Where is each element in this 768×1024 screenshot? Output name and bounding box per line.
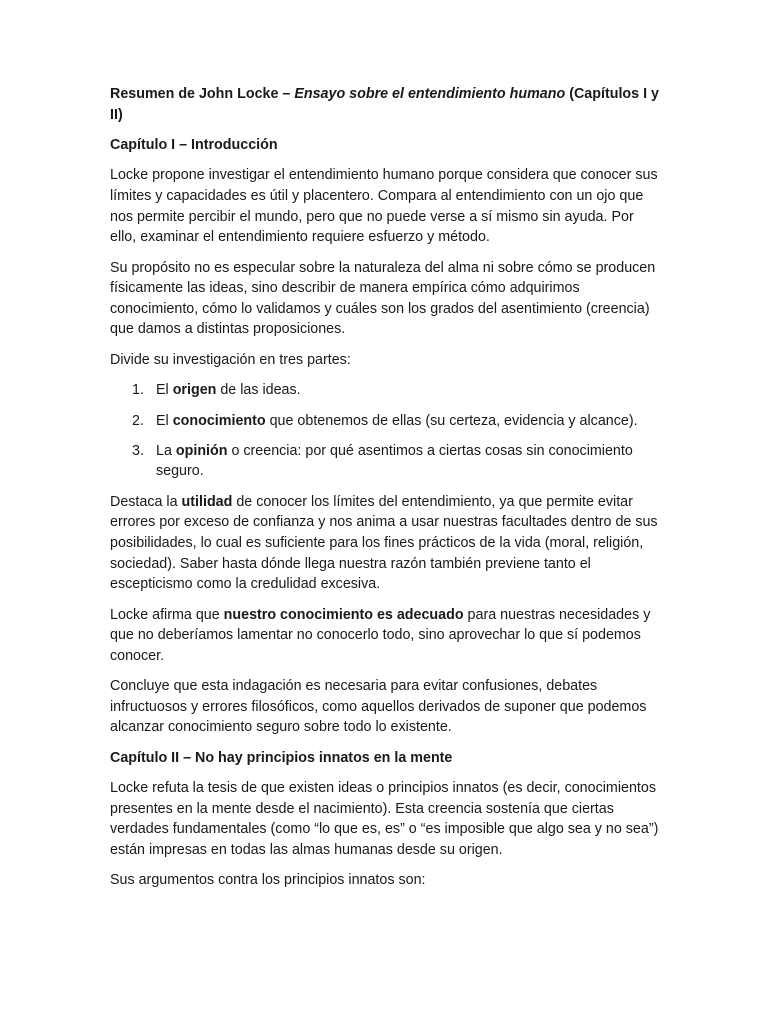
paragraph-bold-term: utilidad: [181, 493, 233, 510]
list-number: 2.: [132, 412, 144, 429]
list-item: [110, 380, 662, 401]
chapter1-paragraph-6: Concluye que esta indagación es necesaria para evitar confusiones, debates infructuosos y errores filosóficos, como aquellos derivados de suponer que podemos alcanzar conocimiento seguro sobre todo lo existente.: [110, 678, 647, 736]
paragraph-text: Destaca la: [110, 493, 182, 510]
list-text: El: [156, 412, 173, 429]
paragraph-text: para nuestras necesidades y que no deberíamos lamentar no conocerlo todo, sino aprovechar lo que sí podemos conocer.: [110, 606, 651, 664]
chapter1-paragraph-4: [110, 492, 662, 595]
list-item: [110, 441, 662, 482]
title-prefix: Resumen de John Locke –: [110, 86, 295, 102]
investigation-parts-list: [110, 380, 662, 482]
document-title: [110, 84, 662, 125]
list-text: que obtenemos de ellas (su certeza, evidencia y alcance).: [265, 412, 638, 429]
list-text: El: [156, 382, 173, 399]
list-bold-term: origen: [172, 382, 217, 399]
paragraph-text: de conocer los límites del entendimiento, ya que permite evitar errores por exceso de confianza y nos anima a usar nuestras facultades dentro de sus posibilidades, lo cual es suficiente para los fines prácticos de la vida (moral, religión, sociedad). Saber hasta dónde llega nuestra razón también previene tanto el escepticismo como la credulidad excesiva.: [110, 493, 658, 593]
chapter1-paragraph-3: Divide su investigación en tres partes:: [110, 351, 351, 368]
list-text: La: [156, 442, 176, 459]
chapter1-paragraph-2: Su propósito no es especular sobre la naturaleza del alma ni sobre cómo se producen físicamente las ideas, sino describir de manera empírica cómo adquirimos conocimiento, cómo lo validamos y cuáles son los grados del asentimiento (creencia) que damos a distintas proposiciones.: [110, 259, 656, 338]
list-text: o creencia: por qué asentimos a ciertas cosas sin conocimiento seguro.: [156, 442, 633, 480]
document-page: [110, 84, 662, 901]
list-text: de las ideas.: [216, 382, 301, 399]
chapter2-paragraph-1: Locke refuta la tesis de que existen ideas o principios innatos (es decir, conocimientos presentes en la mente desde el nacimiento). Esta creencia sostenía que ciertas verdades fundamentales (como “lo que es, es” o “es imposible que algo sea y no sea”) están impresas en todas las almas humanas desde su origen.: [110, 780, 659, 858]
list-bold-term: opinión: [175, 442, 228, 459]
list-item: [110, 411, 662, 432]
chapter1-paragraph-1: Locke propone investigar el entendimiento humano porque considera que conocer sus límites y capacidades es útil y placentero. Compara al entendimiento con un ojo que nos permite percibir el mundo, pero que no puede verse a sí mismo sin ayuda. Por ello, examinar el entendimiento requiere esfuerzo y método.: [110, 167, 658, 246]
paragraph-bold-term: nuestro conocimiento es adecuado: [223, 606, 464, 623]
paragraph-text: Locke afirma que: [110, 606, 224, 623]
title-book-name: Ensayo sobre el entendimiento humano: [294, 86, 566, 102]
chapter1-paragraph-5: [110, 605, 662, 667]
chapter2-paragraph-2: Sus argumentos contra los principios innatos son:: [110, 872, 426, 889]
chapter1-heading: Capítulo I – Introducción: [110, 136, 278, 153]
chapter2-heading: Capítulo II – No hay principios innatos en la mente: [110, 749, 453, 766]
list-number: 3.: [132, 442, 144, 459]
list-bold-term: conocimiento: [172, 412, 266, 429]
title-suffix: (Capítulos I y II): [110, 86, 659, 123]
list-number: 1.: [132, 382, 144, 399]
